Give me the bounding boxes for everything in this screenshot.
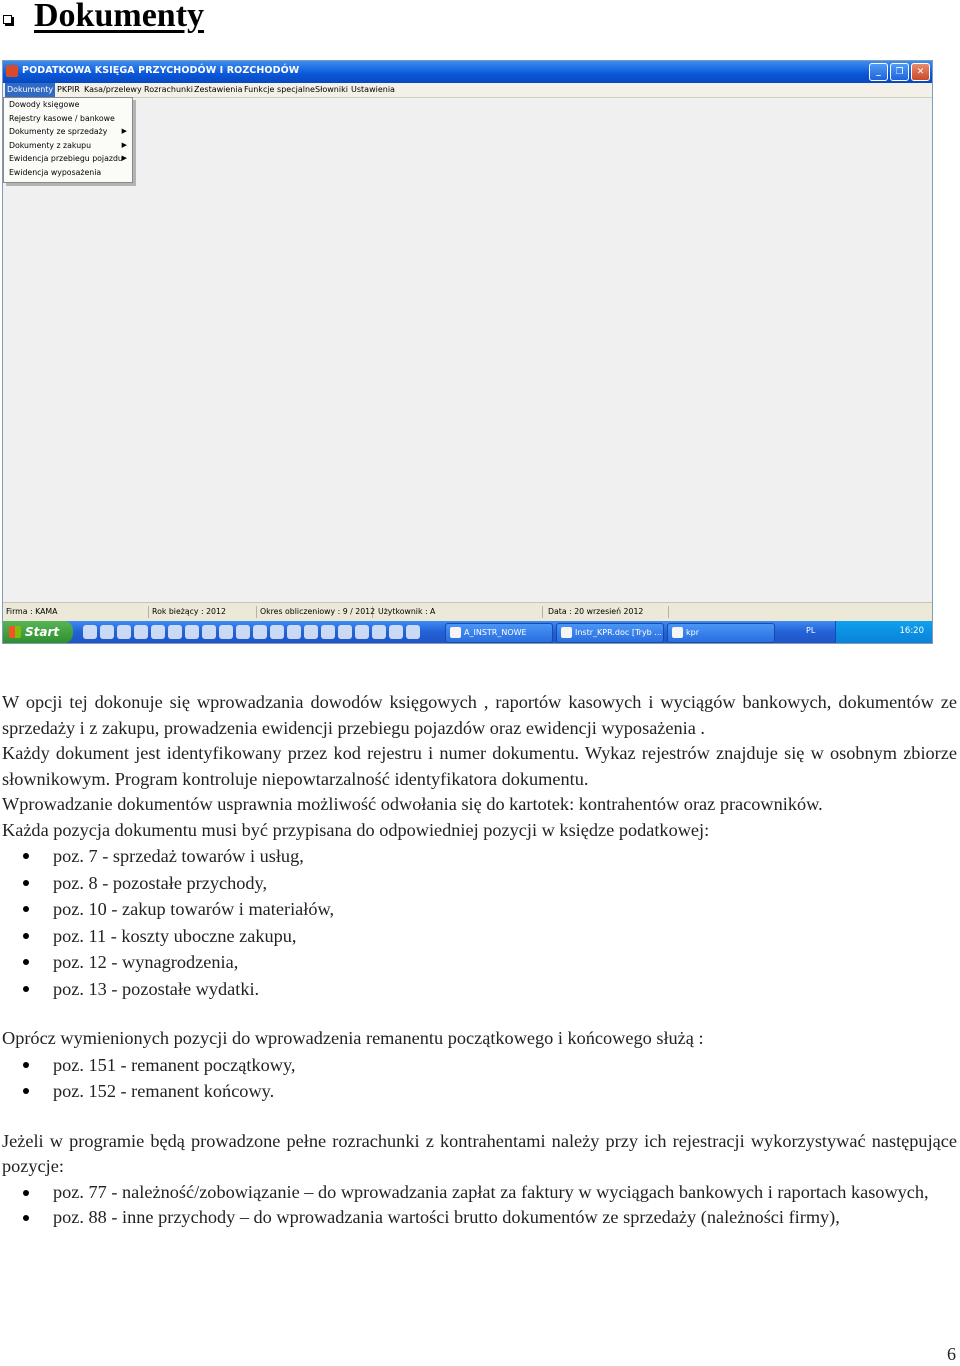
paragraph-intro: W opcji tej dokonuje się wprowadzania dowodów księgowych , raportów kasowych i wyciągów bankowych, dokumentów ze sprzedaży i z zakupu, prowadzenia ewidencji przebiegu pojazdów oraz ewidencji wyposażenia . bbox=[2, 692, 957, 738]
menu-item-rejestry-kasowe[interactable]: Rejestry kasowe / bankowe bbox=[9, 113, 115, 123]
close-button[interactable]: ✕ bbox=[911, 63, 930, 81]
quick-launch-icon[interactable] bbox=[117, 625, 131, 639]
quick-launch-icon[interactable] bbox=[202, 625, 216, 639]
list-item: poz. 152 - remanent końcowy. bbox=[2, 1078, 957, 1105]
menu-item-ewidencja-wyposazenia[interactable]: Ewidencja wyposażenia bbox=[9, 167, 102, 177]
status-rok: Rok bieżący : 2012 bbox=[149, 606, 257, 618]
window-titlebar bbox=[3, 61, 932, 83]
list-item: poz. 10 - zakup towarów i materiałów, bbox=[2, 896, 957, 923]
windows-logo-icon bbox=[9, 626, 21, 638]
list-item: poz. 11 - koszty uboczne zakupu, bbox=[2, 923, 957, 950]
bullet-dot-icon bbox=[23, 1190, 29, 1196]
quick-launch-icon[interactable] bbox=[83, 625, 97, 639]
menu-kasa-przelewy[interactable]: Kasa/przelewy bbox=[84, 85, 142, 94]
minimize-button[interactable]: _ bbox=[869, 63, 888, 81]
menu-bar bbox=[3, 83, 932, 98]
restore-button[interactable]: ❐ bbox=[890, 63, 909, 81]
menu-item-dokumenty-ze-sprzedazy[interactable]: Dokumenty ze sprzedaży ▶ bbox=[4, 125, 132, 139]
menu-item-dokumenty-z-zakupu[interactable]: Dokumenty z zakupu ▶ bbox=[4, 139, 132, 153]
bullet-dot-icon bbox=[23, 853, 29, 859]
quick-launch-icon[interactable] bbox=[355, 625, 369, 639]
list-item: poz. 77 - należność/zobowiązanie – do wprowadzania zapłat za faktury w wyciągach bankowych i raportach kasowych, bbox=[2, 1180, 957, 1206]
quick-launch-icon[interactable] bbox=[168, 625, 182, 639]
bullet-dot-icon bbox=[23, 1215, 29, 1221]
paragraph-rozrachunki: Jeżeli w programie będą prowadzone pełne rozrachunki z kontrahentami należy przy ich rejestracji wykorzystywać następujące pozycje: bbox=[2, 1130, 957, 1176]
list-item: poz. 12 - wynagrodzenia, bbox=[2, 949, 957, 976]
menu-funkcje-specjalne[interactable]: Funkcje specjalne bbox=[244, 85, 315, 94]
window-title: PODATKOWA KSIĘGA PRZYCHODÓW I ROZCHODÓW bbox=[22, 65, 300, 76]
quick-launch-icon[interactable] bbox=[372, 625, 386, 639]
list-item: poz. 8 - pozostałe przychody, bbox=[2, 870, 957, 897]
paragraph-references: Wprowadzanie dokumentów usprawnia możliwość odwołania się do kartotek: kontrahentów oraz pracowników. bbox=[2, 794, 823, 814]
app-screenshot bbox=[2, 60, 933, 644]
quick-launch-icon[interactable] bbox=[389, 625, 403, 639]
quick-launch-icon[interactable] bbox=[406, 625, 420, 639]
quick-launch-icon[interactable] bbox=[134, 625, 148, 639]
bullet-dot-icon bbox=[23, 986, 29, 992]
bullet-dot-icon bbox=[23, 880, 29, 886]
paragraph-remanent: Oprócz wymienionych pozycji do wprowadzenia remanentu początkowego i końcowego służą : bbox=[2, 1028, 704, 1048]
bullet-dot-icon bbox=[23, 1062, 29, 1068]
taskbar-button-kpr[interactable]: kpr bbox=[667, 623, 775, 643]
window-controls bbox=[869, 63, 930, 81]
quick-launch-icon[interactable] bbox=[270, 625, 284, 639]
bullet-dot-icon bbox=[23, 906, 29, 912]
quick-launch-icon[interactable] bbox=[321, 625, 335, 639]
menu-zestawienia[interactable]: Zestawienia bbox=[194, 85, 243, 94]
status-firma: Firma : KAMA bbox=[3, 606, 149, 618]
bullet-dot-icon bbox=[23, 933, 29, 939]
system-tray bbox=[806, 621, 932, 643]
app-icon bbox=[6, 65, 18, 77]
menu-slowniki[interactable]: Słowniki bbox=[315, 85, 348, 94]
bullet-dot-icon bbox=[23, 959, 29, 965]
status-okres: Okres obliczeniowy : 9 / 2012 bbox=[257, 606, 373, 618]
paragraph-positions: Każda pozycja dokumentu musi być przypisana do odpowiedniej pozycji w księdze podatkowej: bbox=[2, 819, 710, 840]
taskbar bbox=[3, 621, 932, 643]
quick-launch-icon[interactable] bbox=[100, 625, 114, 639]
menu-item-dowody-ksiegowe[interactable]: Dowody księgowe bbox=[9, 100, 80, 109]
status-uzytkownik: Użytkownik : A bbox=[375, 606, 543, 618]
menu-dokumenty[interactable]: Dokumenty bbox=[5, 83, 55, 97]
menu-pkpir[interactable]: PKPIR bbox=[57, 85, 80, 94]
list-item: poz. 13 - pozostałe wydatki. bbox=[2, 976, 957, 1003]
bullet-dot-icon bbox=[23, 1088, 29, 1094]
page-title: Dokumenty bbox=[34, 0, 205, 34]
quick-launch-icon[interactable] bbox=[338, 625, 352, 639]
start-button[interactable]: Start bbox=[3, 621, 73, 643]
quick-launch-icon[interactable] bbox=[304, 625, 318, 639]
section-heading bbox=[0, 0, 960, 40]
quick-launch-icon[interactable] bbox=[151, 625, 165, 639]
dokumenty-dropdown bbox=[3, 97, 133, 183]
page-number: 6 bbox=[947, 1344, 956, 1364]
quick-launch-icon[interactable] bbox=[219, 625, 233, 639]
clock: 16:20 bbox=[899, 626, 924, 636]
quick-launch-icon[interactable] bbox=[287, 625, 301, 639]
positions-list bbox=[2, 843, 957, 1002]
status-data: Data : 20 wrzesień 2012 bbox=[545, 606, 669, 618]
remanent-list bbox=[2, 1052, 957, 1105]
language-indicator[interactable]: PL bbox=[806, 626, 816, 635]
document-body bbox=[2, 690, 957, 1231]
menu-item-ewidencja-przebiegu[interactable]: Ewidencja przebiegu pojazdu ▶ bbox=[4, 152, 132, 166]
list-item: poz. 88 - inne przychody – do wprowadzania wartości brutto dokumentów ze sprzedaży (należności firmy), bbox=[2, 1205, 957, 1231]
taskbar-button-instr-kpr[interactable]: Instr_KPR.doc [Tryb ... bbox=[556, 623, 664, 643]
menu-rozrachunki[interactable]: Rozrachunki bbox=[144, 85, 193, 94]
rozrachunki-list bbox=[2, 1180, 957, 1231]
quick-launch bbox=[83, 625, 420, 639]
submenu-arrow-icon: ▶ bbox=[121, 127, 127, 135]
quick-launch-icon[interactable] bbox=[185, 625, 199, 639]
quick-launch-icon[interactable] bbox=[236, 625, 250, 639]
taskbar-button-a-instr[interactable]: A_INSTR_NOWE bbox=[445, 623, 553, 643]
square-bullet-icon bbox=[3, 15, 12, 24]
list-item: poz. 7 - sprzedaż towarów i usług, bbox=[2, 843, 957, 870]
quick-launch-icon[interactable] bbox=[253, 625, 267, 639]
status-bar bbox=[3, 602, 932, 621]
submenu-arrow-icon: ▶ bbox=[121, 140, 127, 149]
paragraph-identification: Każdy dokument jest identyfikowany przez kod rejestru i numer dokumentu. Wykaz rejestrów znajduje się w osobnym zbiorze słownikowym. Program kontroluje niepowtarzalność identyfikatora dokumentu. bbox=[2, 743, 957, 789]
list-item: poz. 151 - remanent początkowy, bbox=[2, 1052, 957, 1079]
submenu-arrow-icon: ▶ bbox=[121, 154, 127, 162]
menu-ustawienia[interactable]: Ustawienia bbox=[351, 85, 395, 94]
